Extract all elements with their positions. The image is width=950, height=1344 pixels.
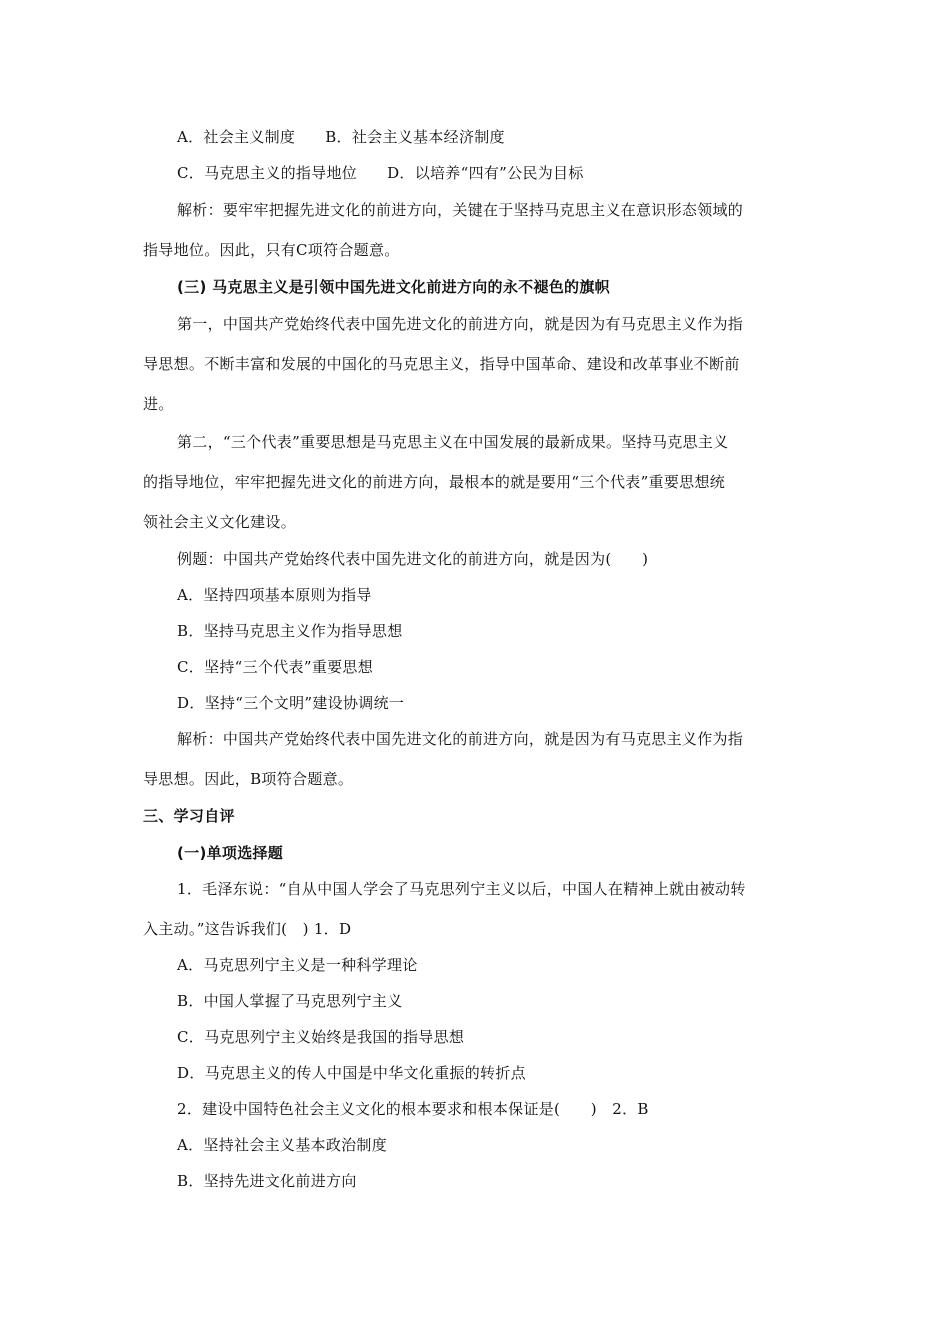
section-heading: 三、学习自评 [143,807,235,825]
paragraph-line: 导思想。不断丰富和发展的中国化的马克思主义，指导中国革命、建设和改革事业不断前 [143,355,740,373]
paragraph-line: 第二，“三个代表”重要思想是马克思主义在中国发展的最新成果。坚持马克思主义 [177,433,729,451]
option-d: D．以培养“四有”公民为目标 [387,164,584,182]
option-a: A．马克思列宁主义是一种科学理论 [177,956,418,974]
analysis-text: 导思想。因此，B项符合题意。 [143,770,354,788]
option-row [177,127,813,147]
question-text: 2．建设中国特色社会主义文化的根本要求和根本保证是( ) 2．B [177,1100,649,1118]
option-c: C．坚持“三个代表”重要思想 [177,658,374,676]
analysis-text: 解析：中国共产党始终代表中国先进文化的前进方向，就是因为有马克思主义作为指 [177,730,744,748]
option-c: C．马克思列宁主义始终是我国的指导思想 [177,1028,465,1046]
option-a: A．社会主义制度 [177,128,296,146]
paragraph-line: 的指导地位，牢牢把握先进文化的前进方向，最根本的就是要用“三个代表”重要思想统 [143,473,726,491]
question-text: 1．毛泽东说：“自从中国人学会了马克思列宁主义以后，中国人在精神上就由被动转 [177,880,746,898]
subsection-heading: (一)单项选择题 [177,844,284,862]
paragraph-line: 第一，中国共产党始终代表中国先进文化的前进方向，就是因为有马克思主义作为指 [177,315,744,333]
example-question: 例题：中国共产党始终代表中国先进文化的前进方向，就是因为( ) [177,550,649,568]
option-b: B．坚持先进文化前进方向 [177,1172,357,1190]
section-heading: (三) 马克思主义是引领中国先进文化前进方向的永不褪色的旗帜 [177,278,610,296]
option-d: D．马克思主义的传人中国是中华文化重振的转折点 [177,1064,526,1082]
option-b: B．中国人掌握了马克思列宁主义 [177,992,403,1010]
option-b: B．坚持马克思主义作为指导思想 [177,622,403,640]
question-text: 入主动。”这告诉我们( ) 1．D [143,920,352,938]
option-d: D．坚持“三个文明”建设协调统一 [177,694,405,712]
option-row [177,163,813,183]
paragraph-line: 进。 [143,395,174,413]
analysis-text: 解析：要牢牢把握先进文化的前进方向，关键在于坚持马克思主义在意识形态领域的 [177,201,744,219]
option-a: A．坚持四项基本原则为指导 [177,586,372,604]
option-c: C．马克思主义的指导地位 [177,164,358,182]
option-a: A．坚持社会主义基本政治制度 [177,1136,388,1154]
option-b: B．社会主义基本经济制度 [325,128,505,146]
analysis-text: 指导地位。因此，只有C项符合题意。 [143,241,400,259]
paragraph-line: 领社会主义文化建设。 [143,513,297,531]
